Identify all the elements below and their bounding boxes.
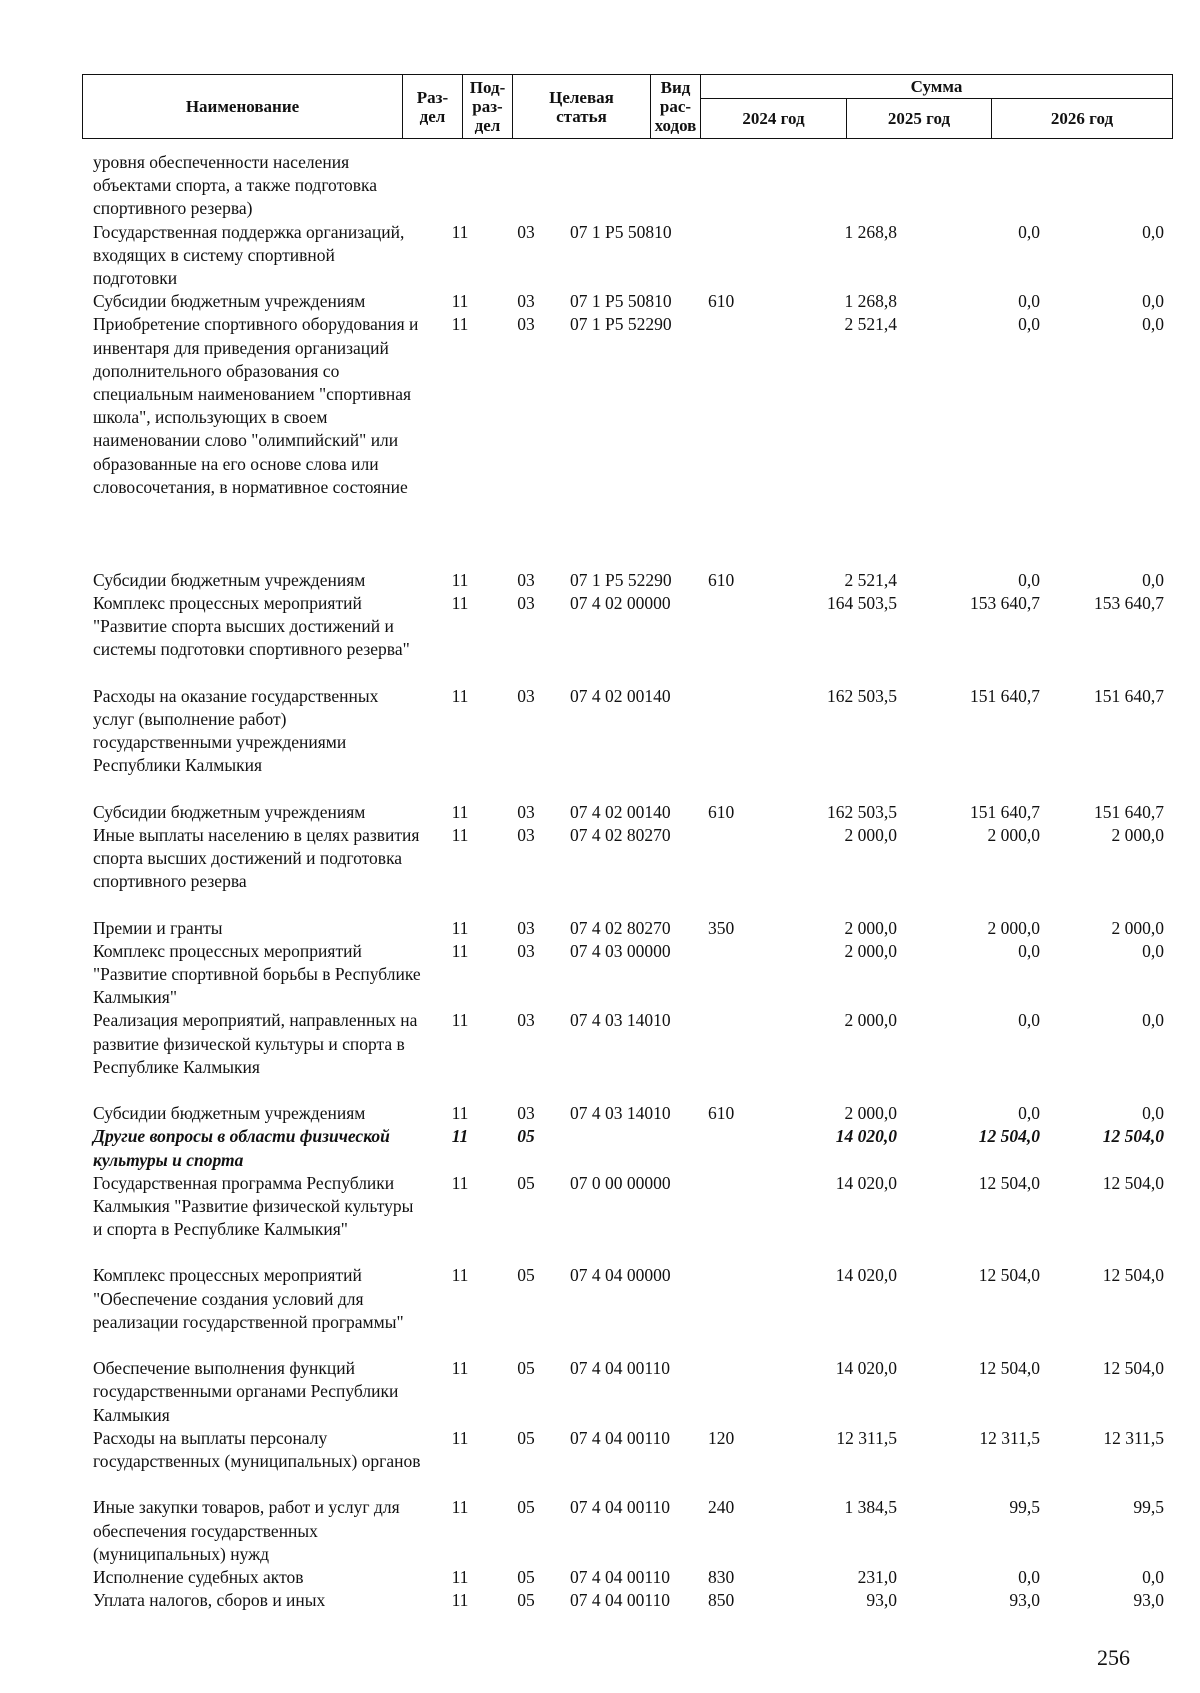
row-sum-2026: 2 000,0	[1111, 917, 1164, 938]
row-razdel: 11	[451, 1265, 469, 1286]
row-sum-2024: 162 503,5	[827, 685, 897, 706]
row-vid: 850	[708, 1590, 735, 1611]
row-vid: 240	[708, 1497, 735, 1518]
row-podrazdel: 05	[517, 1427, 535, 1448]
table-row	[0, 940, 1200, 1010]
row-target: 07 1 Р5 52290	[570, 314, 672, 335]
row-razdel: 11	[451, 291, 469, 312]
row-sum-2025: 151 640,7	[970, 801, 1040, 822]
row-razdel: 11	[451, 685, 469, 706]
row-sum-2026: 0,0	[1142, 1567, 1164, 1588]
row-target: 07 4 04 00000	[570, 1265, 671, 1286]
row-podrazdel: 03	[517, 1010, 535, 1031]
row-razdel: 11	[451, 824, 469, 845]
row-target: 07 4 03 14010	[570, 1103, 671, 1124]
row-sum-2026: 12 504,0	[1102, 1358, 1164, 1379]
table-row	[0, 569, 1200, 592]
table-row	[0, 917, 1200, 940]
row-name: Комплекс процессных мероприятий "Развитие спорта высших достижений и системы подготовки спортивного резерва"	[93, 592, 410, 660]
row-target: 07 4 04 00110	[570, 1497, 670, 1518]
row-target: 07 4 03 00000	[570, 940, 671, 961]
table-row	[0, 1496, 1200, 1566]
row-sum-2025: 0,0	[1018, 940, 1040, 961]
row-name: Расходы на выплаты персоналу государственных (муниципальных) органов	[93, 1427, 421, 1472]
row-target: 07 4 04 00110	[570, 1567, 670, 1588]
row-razdel: 11	[451, 314, 469, 335]
row-target: 07 1 Р5 52290	[570, 569, 672, 590]
row-vid: 610	[708, 291, 735, 312]
row-sum-2026: 12 504,0	[1102, 1265, 1164, 1286]
row-sum-2024: 1 268,8	[844, 291, 897, 312]
row-razdel: 11	[451, 569, 469, 590]
row-sum-2026: 0,0	[1142, 1010, 1164, 1031]
row-podrazdel: 05	[517, 1567, 535, 1588]
row-name: Иные закупки товаров, работ и услуг для обеспечения государственных (муниципальных) нужд	[93, 1497, 400, 1564]
row-sum-2025: 12 504,0	[978, 1172, 1040, 1193]
row-sum-2024: 12 311,5	[836, 1427, 897, 1448]
row-sum-2024: 93,0	[866, 1590, 897, 1611]
row-razdel: 11	[451, 1567, 469, 1588]
row-sum-2024: 162 503,5	[827, 801, 897, 822]
page-number: 256	[1097, 1645, 1130, 1670]
row-sum-2025: 0,0	[1018, 1567, 1040, 1588]
table-row	[0, 1172, 1200, 1265]
row-vid: 610	[708, 801, 735, 822]
row-sum-2024: 2 521,4	[844, 314, 897, 335]
row-razdel: 11	[451, 221, 469, 242]
row-sum-2025: 12 504,0	[978, 1358, 1040, 1379]
row-target: 07 4 02 80270	[570, 917, 671, 938]
row-razdel: 11	[451, 1126, 469, 1147]
table-row	[0, 221, 1200, 291]
row-sum-2026: 0,0	[1142, 1103, 1164, 1124]
row-sum-2025: 0,0	[1018, 221, 1040, 242]
row-name: Государственная поддержка организаций, входящих в систему спортивной подготовки	[93, 221, 405, 288]
row-podrazdel: 05	[517, 1172, 535, 1193]
row-vid: 610	[708, 569, 735, 590]
row-name: Комплекс процессных мероприятий "Обеспечение создания условий для реализации государственной программы"	[93, 1265, 404, 1332]
row-razdel: 11	[451, 592, 469, 613]
row-sum-2024: 231,0	[857, 1567, 897, 1588]
row-sum-2026: 151 640,7	[1094, 685, 1164, 706]
row-podrazdel: 05	[517, 1590, 535, 1611]
table-row	[0, 290, 1200, 313]
row-vid: 120	[708, 1427, 735, 1448]
row-podrazdel: 05	[517, 1126, 535, 1147]
row-sum-2024: 14 020,0	[835, 1172, 897, 1193]
table-row	[0, 1102, 1200, 1125]
table-row	[0, 592, 1200, 685]
row-podrazdel: 05	[517, 1497, 535, 1518]
row-name: Обеспечение выполнения функций государственными органами Республики Калмыкия	[93, 1358, 399, 1425]
row-podrazdel: 03	[517, 221, 535, 242]
row-sum-2026: 151 640,7	[1094, 801, 1164, 822]
row-razdel: 11	[451, 917, 469, 938]
header-podrazdel: Под- раз- дел	[463, 75, 513, 139]
row-sum-2024: 2 000,0	[844, 1010, 897, 1031]
table-row	[0, 824, 1200, 917]
row-sum-2025: 12 504,0	[978, 1265, 1040, 1286]
row-name: Субсидии бюджетным учреждениям	[93, 569, 366, 590]
row-podrazdel: 03	[517, 917, 535, 938]
row-target: 07 4 02 00000	[570, 592, 671, 613]
row-vid: 610	[708, 1103, 735, 1124]
row-sum-2026: 99,5	[1133, 1497, 1164, 1518]
header-summa: Сумма	[701, 75, 1173, 99]
row-razdel: 11	[451, 1427, 469, 1448]
row-sum-2025: 99,5	[1009, 1497, 1040, 1518]
row-sum-2026: 0,0	[1142, 940, 1164, 961]
table-row	[0, 1357, 1200, 1427]
row-razdel: 11	[451, 1590, 469, 1611]
row-vid: 350	[708, 917, 735, 938]
header-vid: Вид рас- ходов	[651, 75, 701, 139]
row-sum-2025: 0,0	[1018, 1010, 1040, 1031]
row-target: 07 4 02 80270	[570, 824, 671, 845]
row-podrazdel: 03	[517, 291, 535, 312]
row-sum-2025: 2 000,0	[987, 824, 1040, 845]
row-razdel: 11	[451, 940, 469, 961]
row-podrazdel: 03	[517, 801, 535, 822]
row-podrazdel: 03	[517, 569, 535, 590]
table-header	[82, 74, 1173, 139]
row-sum-2025: 0,0	[1018, 291, 1040, 312]
row-podrazdel: 03	[517, 592, 535, 613]
row-podrazdel: 05	[517, 1265, 535, 1286]
row-sum-2026: 12 504,0	[1102, 1172, 1164, 1193]
row-sum-2025: 151 640,7	[970, 685, 1040, 706]
row-sum-2024: 1 384,5	[844, 1497, 897, 1518]
row-sum-2026: 0,0	[1142, 569, 1164, 590]
row-target: 07 4 02 00140	[570, 801, 671, 822]
table-row	[0, 1427, 1200, 1497]
table-row	[0, 1566, 1200, 1589]
row-name: Премии и гранты	[93, 917, 223, 938]
table-body	[0, 151, 1200, 1612]
table-row	[0, 1264, 1200, 1357]
row-podrazdel: 05	[517, 1358, 535, 1379]
header-2024: 2024 год	[701, 99, 847, 139]
table-row	[0, 801, 1200, 824]
row-target: 07 0 00 00000	[570, 1172, 671, 1193]
row-sum-2025: 2 000,0	[987, 917, 1040, 938]
row-name: Уплата налогов, сборов и иных	[93, 1590, 326, 1611]
row-sum-2025: 93,0	[1009, 1590, 1040, 1611]
row-target: 07 4 03 14010	[570, 1010, 671, 1031]
row-razdel: 11	[451, 1010, 469, 1031]
row-target: 07 1 Р5 50810	[570, 221, 672, 242]
row-name: Комплекс процессных мероприятий "Развитие спортивной борьбы в Республике Калмыкия"	[93, 940, 421, 1008]
header-target: Целевая статья	[513, 75, 651, 139]
row-sum-2025: 12 504,0	[978, 1126, 1040, 1147]
table-row	[0, 151, 1200, 221]
row-podrazdel: 03	[517, 685, 535, 706]
row-vid: 830	[708, 1567, 735, 1588]
row-podrazdel: 03	[517, 314, 535, 335]
row-razdel: 11	[451, 1358, 469, 1379]
row-name: Реализация мероприятий, направленных на развитие физической культуры и спорта в Республике Калмыкия	[93, 1010, 418, 1077]
row-razdel: 11	[451, 1103, 469, 1124]
row-razdel: 11	[451, 801, 469, 822]
header-name: Наименование	[83, 75, 403, 139]
row-sum-2025: 153 640,7	[970, 592, 1040, 613]
header-razdel: Раз- дел	[403, 75, 463, 139]
row-sum-2026: 12 311,5	[1103, 1427, 1164, 1448]
row-name: Субсидии бюджетным учреждениям	[93, 801, 366, 822]
row-target: 07 4 04 00110	[570, 1427, 670, 1448]
header-2025: 2025 год	[847, 99, 992, 139]
table-row	[0, 1589, 1200, 1612]
row-sum-2026: 0,0	[1142, 314, 1164, 335]
row-sum-2026: 2 000,0	[1111, 824, 1164, 845]
row-sum-2024: 2 000,0	[844, 917, 897, 938]
row-sum-2026: 93,0	[1133, 1590, 1164, 1611]
row-sum-2024: 2 000,0	[844, 940, 897, 961]
table-row	[0, 313, 1200, 568]
row-name: Государственная программа Республики Калмыкия "Развитие физической культуры и спорта в Республике Калмыкия"	[93, 1172, 414, 1240]
row-razdel: 11	[451, 1497, 469, 1518]
row-name: Субсидии бюджетным учреждениям	[93, 1103, 366, 1124]
row-sum-2024: 164 503,5	[827, 592, 897, 613]
row-sum-2024: 1 268,8	[844, 221, 897, 242]
table-row	[0, 1009, 1200, 1102]
row-name: Исполнение судебных актов	[93, 1567, 304, 1588]
row-sum-2024: 2 000,0	[844, 824, 897, 845]
row-sum-2024: 2 521,4	[844, 569, 897, 590]
row-sum-2026: 153 640,7	[1094, 592, 1164, 613]
row-sum-2024: 14 020,0	[835, 1126, 897, 1147]
row-target: 07 4 04 00110	[570, 1590, 670, 1611]
row-target: 07 4 04 00110	[570, 1358, 670, 1379]
row-sum-2025: 0,0	[1018, 1103, 1040, 1124]
row-target: 07 1 Р5 50810	[570, 291, 672, 312]
row-name: Расходы на оказание государственных услуг (выполнение работ) государственными учреждениями Республики Калмыкия	[93, 685, 379, 776]
row-name: Иные выплаты населению в целях развития спорта высших достижений и подготовка спортивного резерва	[93, 824, 420, 892]
row-sum-2025: 0,0	[1018, 569, 1040, 590]
row-name: Другие вопросы в области физической культуры и спорта	[93, 1126, 390, 1170]
row-target: 07 4 02 00140	[570, 685, 671, 706]
row-sum-2026: 12 504,0	[1102, 1126, 1164, 1147]
table-row	[0, 685, 1200, 801]
row-sum-2025: 0,0	[1018, 314, 1040, 335]
row-name: уровня обеспеченности населения объектами спорта, а также подготовка спортивного резерва)	[93, 152, 378, 219]
header-2026: 2026 год	[992, 99, 1173, 139]
table-row	[0, 1125, 1200, 1171]
row-sum-2026: 0,0	[1142, 291, 1164, 312]
row-sum-2024: 14 020,0	[835, 1265, 897, 1286]
row-name: Субсидии бюджетным учреждениям	[93, 291, 366, 312]
row-sum-2026: 0,0	[1142, 221, 1164, 242]
row-podrazdel: 03	[517, 824, 535, 845]
row-razdel: 11	[451, 1172, 469, 1193]
row-podrazdel: 03	[517, 1103, 535, 1124]
row-podrazdel: 03	[517, 940, 535, 961]
row-sum-2025: 12 311,5	[979, 1427, 1040, 1448]
row-sum-2024: 2 000,0	[844, 1103, 897, 1124]
row-sum-2024: 14 020,0	[835, 1358, 897, 1379]
row-name: Приобретение спортивного оборудования и инвентаря для приведения организаций дополнительного образования со специальным наименованием "спортивная школа", использующих в своем наименовании слово "олимпийский" или образованные на его основе слова или словосочетания, в нормативное состояние	[93, 314, 419, 497]
